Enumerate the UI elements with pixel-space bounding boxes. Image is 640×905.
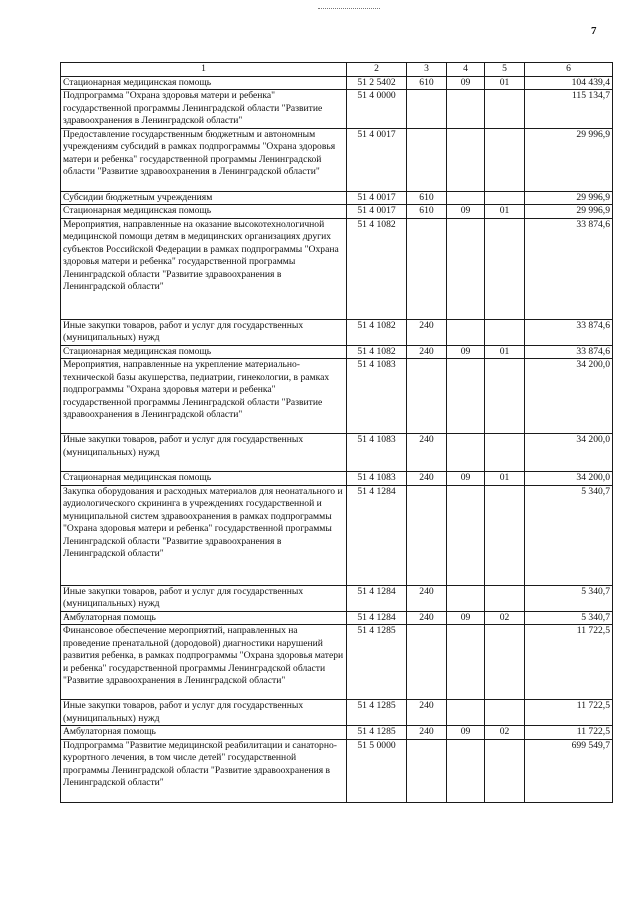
row-name: Подпрограмма "Развитие медицинской реабилитации и санаторно-курортного лечения, в том числе детей" государственной программы Ленинградской области "Развитие здравоохранения в Ленинградской области": [61, 739, 347, 802]
row-subsection: [485, 359, 525, 434]
row-code: 51 4 1082: [347, 345, 407, 359]
scan-artifact: [318, 8, 380, 14]
row-expense-type: [407, 218, 447, 319]
row-amount: 33 874,6: [525, 218, 613, 319]
row-name: Амбулаторная помощь: [61, 611, 347, 625]
column-header: 6: [525, 63, 613, 77]
row-amount: 11 722,5: [525, 700, 613, 726]
row-name: Стационарная медицинская помощь: [61, 205, 347, 219]
row-code: 51 4 1082: [347, 319, 407, 345]
row-section: 09: [447, 726, 485, 740]
table-row: [61, 485, 613, 585]
row-code: 51 4 1285: [347, 700, 407, 726]
row-amount: 29 996,9: [525, 205, 613, 219]
row-section: [447, 625, 485, 700]
row-name: Предоставление государственным бюджетным и автономным учреждениям субсидий в рамках подпрограммы "Охрана здоровья матери и ребенка" государственной программы Ленинградской области "Развитие здравоохранения в Ленинградской области": [61, 128, 347, 191]
row-code: 51 4 1082: [347, 218, 407, 319]
row-code: 51 4 0000: [347, 90, 407, 129]
table-row: [61, 611, 613, 625]
table-row: [61, 76, 613, 90]
row-name: Иные закупки товаров, работ и услуг для государственных (муниципальных) нужд: [61, 434, 347, 472]
row-section: [447, 319, 485, 345]
column-header: 3: [407, 63, 447, 77]
row-amount: 115 134,7: [525, 90, 613, 129]
row-amount: 29 996,9: [525, 191, 613, 205]
row-expense-type: 240: [407, 345, 447, 359]
table-row: [61, 739, 613, 802]
row-code: 51 4 1083: [347, 434, 407, 472]
row-section: [447, 218, 485, 319]
row-section: [447, 359, 485, 434]
column-header: 4: [447, 63, 485, 77]
row-section: [447, 191, 485, 205]
row-name: Амбулаторная помощь: [61, 726, 347, 740]
row-subsection: [485, 218, 525, 319]
column-header: 2: [347, 63, 407, 77]
row-amount: 699 549,7: [525, 739, 613, 802]
budget-table: [60, 62, 613, 803]
row-amount: 5 340,7: [525, 485, 613, 585]
row-code: 51 4 1285: [347, 726, 407, 740]
row-code: 51 2 5402: [347, 76, 407, 90]
row-name: Финансовое обеспечение мероприятий, направленных на проведение пренатальной (дородовой) диагностики нарушений развития ребенка, в рамках подпрограммы "Охрана здоровья матери и ребенка" государственной программы Ленинградской области "Развитие здравоохранения в Ленинградской области": [61, 625, 347, 700]
row-name: Иные закупки товаров, работ и услуг для государственных (муниципальных) нужд: [61, 585, 347, 611]
row-name: Подпрограмма "Охрана здоровья матери и ребенка" государственной программы Ленинградской области "Развитие здравоохранения в Ленинградской области": [61, 90, 347, 129]
row-section: 09: [447, 205, 485, 219]
row-expense-type: [407, 485, 447, 585]
row-name: Мероприятия, направленные на укрепление материально-технической базы акушерства, педиатрии, гинекологии, в рамках подпрограммы "Охрана здоровья матери и ребенка" государственной программы Ленинградской области "Развитие здравоохранения в Ленинградской области": [61, 359, 347, 434]
row-subsection: [485, 128, 525, 191]
row-subsection: [485, 319, 525, 345]
table-row: [61, 625, 613, 700]
row-subsection: 01: [485, 205, 525, 219]
row-section: [447, 585, 485, 611]
column-header: 5: [485, 63, 525, 77]
row-section: 09: [447, 345, 485, 359]
row-section: 09: [447, 472, 485, 486]
row-subsection: 02: [485, 726, 525, 740]
row-amount: 33 874,6: [525, 319, 613, 345]
row-name: Субсидии бюджетным учреждениям: [61, 191, 347, 205]
row-expense-type: [407, 359, 447, 434]
row-subsection: [485, 434, 525, 472]
table-row: [61, 585, 613, 611]
row-subsection: 02: [485, 611, 525, 625]
row-name: Закупка оборудования и расходных материалов для неонатального и аудиологического скрининга в учреждениях государственной и муниципальной систем здравоохранения в рамках подпрограммы "Охрана здоровья матери и ребенка" государственной программы Ленинградской области "Развитие здравоохранения в Ленинградской области": [61, 485, 347, 585]
row-amount: 11 722,5: [525, 625, 613, 700]
row-expense-type: 240: [407, 726, 447, 740]
table-row: [61, 345, 613, 359]
row-expense-type: 240: [407, 434, 447, 472]
row-amount: 11 722,5: [525, 726, 613, 740]
row-amount: 5 340,7: [525, 585, 613, 611]
table-row: [61, 191, 613, 205]
table-row: [61, 472, 613, 486]
row-name: Стационарная медицинская помощь: [61, 472, 347, 486]
row-code: 51 4 0017: [347, 128, 407, 191]
row-name: Иные закупки товаров, работ и услуг для государственных (муниципальных) нужд: [61, 700, 347, 726]
row-name: Стационарная медицинская помощь: [61, 76, 347, 90]
row-name: Стационарная медицинская помощь: [61, 345, 347, 359]
table-row: [61, 700, 613, 726]
table-row: [61, 359, 613, 434]
page-number: 7: [591, 25, 597, 37]
row-expense-type: [407, 128, 447, 191]
row-code: 51 4 0017: [347, 205, 407, 219]
row-code: 51 4 0017: [347, 191, 407, 205]
row-expense-type: 610: [407, 191, 447, 205]
row-section: [447, 739, 485, 802]
row-subsection: [485, 739, 525, 802]
table-row: [61, 128, 613, 191]
row-section: [447, 90, 485, 129]
row-section: [447, 434, 485, 472]
row-expense-type: 240: [407, 700, 447, 726]
row-amount: 5 340,7: [525, 611, 613, 625]
row-amount: 34 200,0: [525, 434, 613, 472]
table-row: [61, 218, 613, 319]
row-name: Мероприятия, направленные на оказание высокотехнологичной медицинской помощи детям в медицинских организациях других субъектов Российской Федерации в рамках подпрограммы "Охрана здоровья матери и ребенка" государственной программы Ленинградской области "Развитие здравоохранения в Ленинградской области": [61, 218, 347, 319]
row-amount: 34 200,0: [525, 472, 613, 486]
row-code: 51 4 1284: [347, 585, 407, 611]
row-expense-type: [407, 625, 447, 700]
row-subsection: [485, 585, 525, 611]
row-subsection: [485, 625, 525, 700]
row-amount: 104 439,4: [525, 76, 613, 90]
row-subsection: 01: [485, 76, 525, 90]
table-row: [61, 434, 613, 472]
row-section: 09: [447, 611, 485, 625]
row-subsection: 01: [485, 345, 525, 359]
table-header-row: [61, 63, 613, 77]
row-expense-type: 610: [407, 205, 447, 219]
row-amount: 33 874,6: [525, 345, 613, 359]
row-code: 51 4 1284: [347, 485, 407, 585]
table-row: [61, 90, 613, 129]
row-code: 51 5 0000: [347, 739, 407, 802]
column-header: 1: [61, 63, 347, 77]
row-code: 51 4 1083: [347, 359, 407, 434]
row-expense-type: 610: [407, 76, 447, 90]
row-subsection: [485, 90, 525, 129]
row-section: 09: [447, 76, 485, 90]
row-subsection: [485, 191, 525, 205]
row-section: [447, 485, 485, 585]
table-row: [61, 726, 613, 740]
row-code: 51 4 1083: [347, 472, 407, 486]
row-expense-type: 240: [407, 611, 447, 625]
table-row: [61, 205, 613, 219]
row-expense-type: [407, 739, 447, 802]
table-body: [61, 76, 613, 802]
row-expense-type: 240: [407, 585, 447, 611]
row-section: [447, 700, 485, 726]
row-code: 51 4 1285: [347, 625, 407, 700]
row-amount: 34 200,0: [525, 359, 613, 434]
row-subsection: [485, 485, 525, 585]
table-row: [61, 319, 613, 345]
row-amount: 29 996,9: [525, 128, 613, 191]
row-subsection: 01: [485, 472, 525, 486]
row-expense-type: [407, 90, 447, 129]
row-subsection: [485, 700, 525, 726]
row-code: 51 4 1284: [347, 611, 407, 625]
row-name: Иные закупки товаров, работ и услуг для государственных (муниципальных) нужд: [61, 319, 347, 345]
row-expense-type: 240: [407, 319, 447, 345]
row-section: [447, 128, 485, 191]
row-expense-type: 240: [407, 472, 447, 486]
